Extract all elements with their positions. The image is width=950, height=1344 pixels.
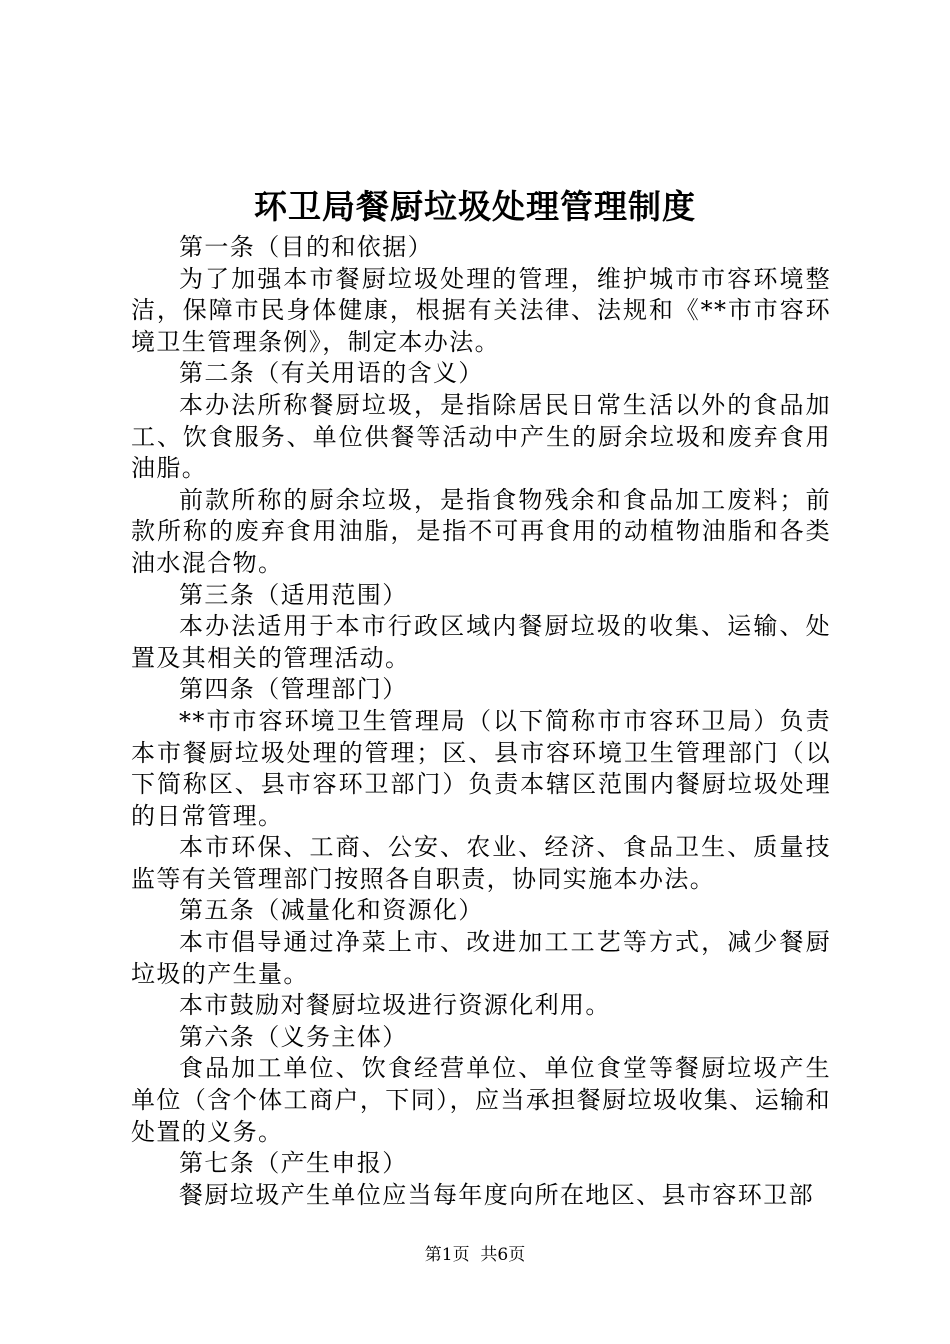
- article-heading: 第四条（管理部门）: [179, 675, 408, 704]
- page-number: 第1页: [424, 1245, 470, 1265]
- article-heading: 第六条（义务主体）: [179, 1022, 408, 1051]
- article-paragraph: 本市倡导通过净菜上市、改进加工工艺等方式，减少餐厨垃圾的产生量。: [131, 928, 831, 988]
- article-heading: 第七条（产生申报）: [179, 1149, 408, 1178]
- article-heading: 第三条（适用范围）: [179, 580, 408, 609]
- page-total: 共6页: [480, 1245, 526, 1265]
- article-paragraph: 本市鼓励对餐厨垃圾进行资源化利用。: [179, 991, 611, 1020]
- article-paragraph: 本办法所称餐厨垃圾，是指除居民日常生活以外的食品加工、饮食服务、单位供餐等活动中产生的厨余垃圾和废弃食用油脂。: [131, 390, 831, 483]
- article-paragraph: 前款所称的厨余垃圾，是指食物残余和食品加工废料；前款所称的废弃食用油脂，是指不可再食用的动植物油脂和各类油水混合物。: [131, 485, 831, 577]
- footer-spacer: [470, 1245, 481, 1265]
- article-heading: 第五条（减量化和资源化）: [179, 896, 484, 925]
- article-heading: 第二条（有关用语的含义）: [179, 359, 484, 388]
- article-paragraph: **市市容环境卫生管理局（以下简称市市容环卫局）负责本市餐厨垃圾处理的管理；区、县市容环境卫生管理部门（以下简称区、县市容环卫部门）负责本辖区范围内餐厨垃圾处理的日常管理。: [131, 706, 831, 830]
- article-heading: 第一条（目的和依据）: [179, 233, 433, 261]
- article-paragraph: 本办法适用于本市行政区域内餐厨垃圾的收集、运输、处置及其相关的管理活动。: [131, 612, 831, 672]
- article-paragraph: 本市环保、工商、公安、农业、经济、食品卫生、质量技监等有关管理部门按照各自职责，协同实施本办法。: [131, 833, 831, 893]
- document-body: [131, 232, 831, 1211]
- page-footer: [0, 1243, 950, 1267]
- article-paragraph: 食品加工单位、饮食经营单位、单位食堂等餐厨垃圾产生单位（含个体工商户，下同），应当承担餐厨垃圾收集、运输和处置的义务。: [131, 1054, 831, 1146]
- article-paragraph: 为了加强本市餐厨垃圾处理的管理，维护城市市容环境整洁，保障市民身体健康，根据有关法律、法规和《**市市容环境卫生管理条例》，制定本办法。: [131, 264, 831, 356]
- article-paragraph: 餐厨垃圾产生单位应当每年度向所在地区、县市容环卫部: [179, 1180, 814, 1209]
- document-title: 环卫局餐厨垃圾处理管理制度: [254, 187, 696, 226]
